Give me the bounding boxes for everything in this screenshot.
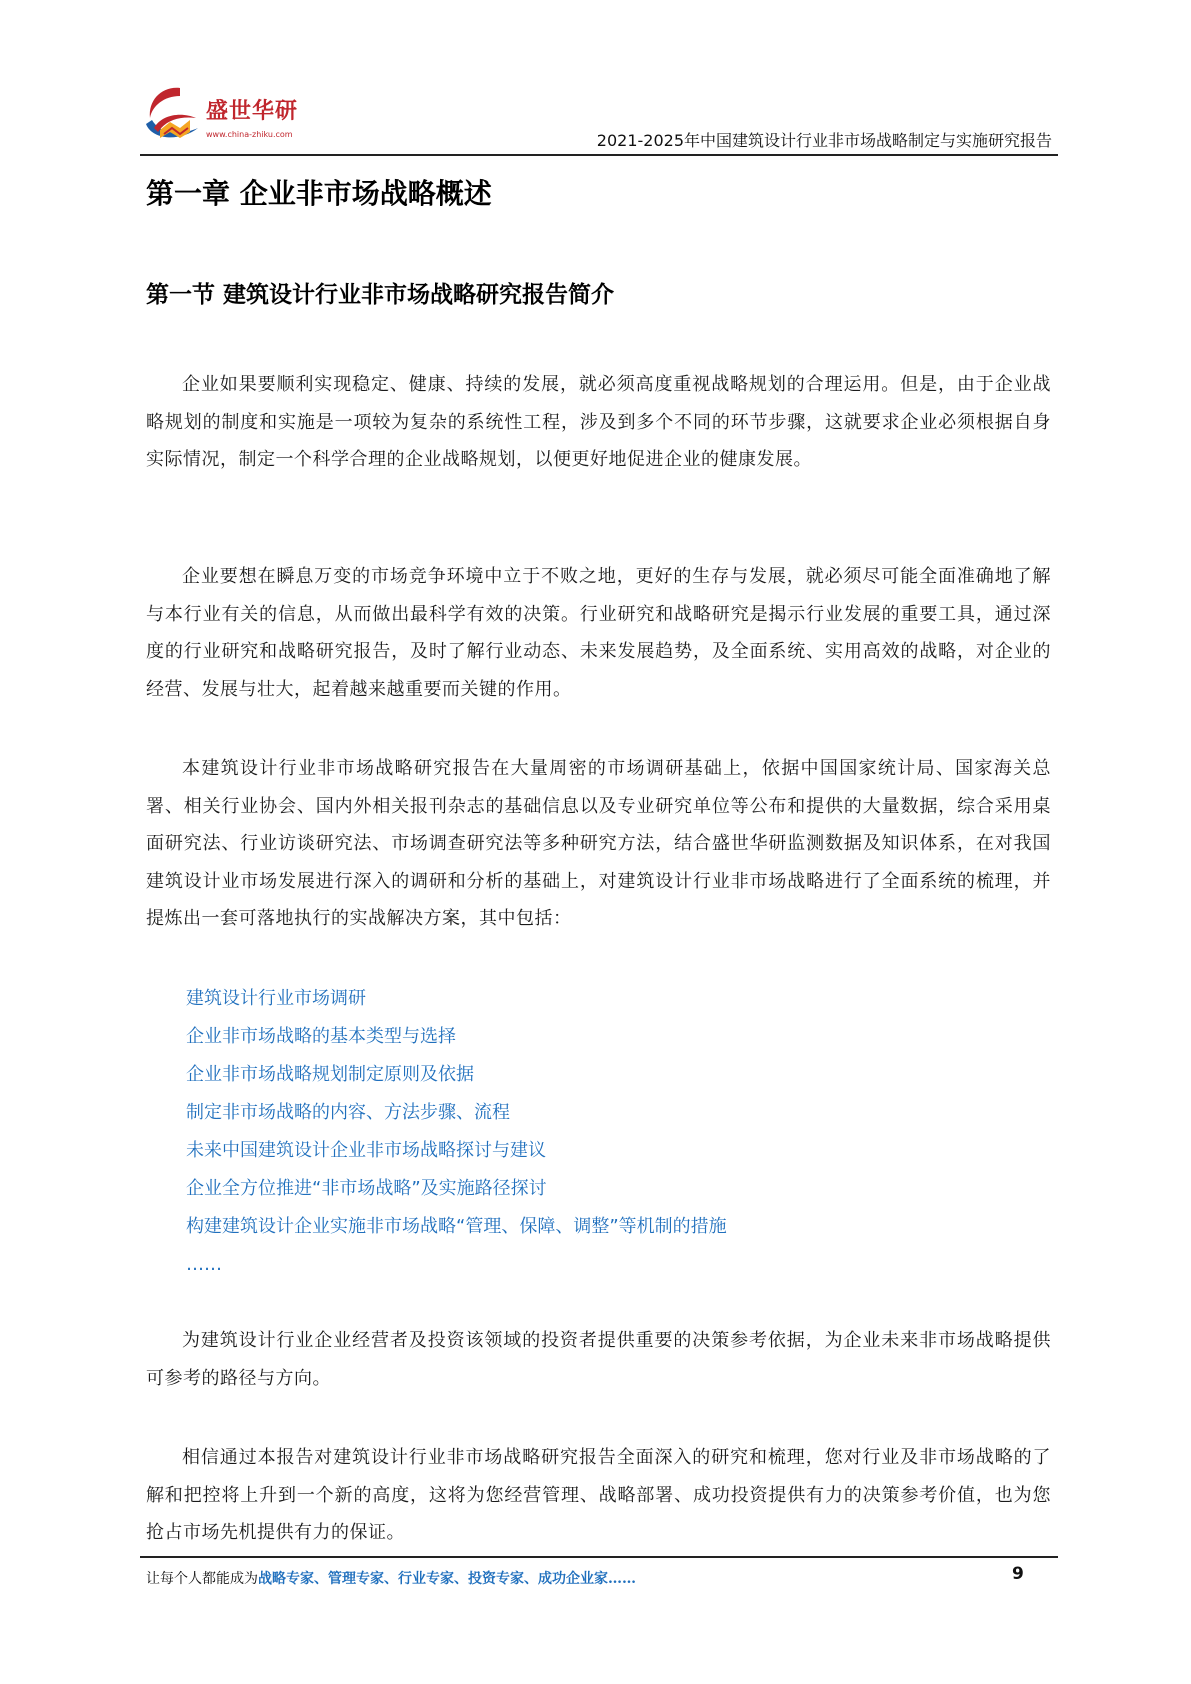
company-logo <box>140 84 320 150</box>
paragraph: 为建筑设计行业企业经营者及投资该领域的投资者提供重要的决策参考依据，为企业未来非市场战略提供可参考的路径与方向。 <box>146 1330 1051 1389</box>
list-item: 企业非市场战略规划制定原则及依据 <box>186 1064 474 1085</box>
logo-url: www.china-zhiku.com <box>206 130 293 139</box>
page-number: 9 <box>1012 1564 1024 1584</box>
footer-divider <box>140 1556 1058 1558</box>
list-item: 未来中国建筑设计企业非市场战略探讨与建议 <box>186 1140 546 1161</box>
list-item: 构建建筑设计企业实施非市场战略“管理、保障、调整”等机制的措施 <box>186 1216 727 1237</box>
report-title: 2021-2025年中国建筑设计行业非市场战略制定与实施研究报告 <box>596 131 1052 150</box>
list-item: …… <box>186 1254 222 1275</box>
list-item: 建筑设计行业市场调研 <box>186 988 366 1009</box>
paragraph: 本建筑设计行业非市场战略研究报告在大量周密的市场调研基础上，依据中国国家统计局、国家海关总署、相关行业协会、国内外相关报刊杂志的基础信息以及专业研究单位等公布和提供的大量数据，综合采用桌面研究法、行业访谈研究法、市场调查研究法等多种研究方法，结合盛世华研监测数据及知识体系，在对我国建筑设计业市场发展进行深入的调研和分析的基础上，对建筑设计行业非市场战略进行了全面系统的梳理，并提炼出一套可落地执行的实战解决方案，其中包括： <box>146 758 1051 929</box>
list-item: 制定非市场战略的内容、方法步骤、流程 <box>186 1102 510 1123</box>
header-divider <box>140 154 1058 156</box>
page-header <box>140 84 1058 156</box>
list-item: 企业非市场战略的基本类型与选择 <box>186 1026 456 1047</box>
section-title: 第一节 建筑设计行业非市场战略研究报告简介 <box>146 282 615 308</box>
chapter-title: 第一章 企业非市场战略概述 <box>146 177 492 210</box>
list-item: 企业全方位推进“非市场战略”及实施路径探讨 <box>186 1178 547 1199</box>
logo-emblem-icon <box>140 84 206 146</box>
slogan-prefix: 让每个人都能成为 <box>146 1571 258 1587</box>
footer-slogan <box>146 1568 636 1588</box>
paragraph: 相信通过本报告对建筑设计行业非市场战略研究报告全面深入的研究和梳理，您对行业及非市场战略的了解和把控将上升到一个新的高度，这将为您经营管理、战略部署、成功投资提供有力的决策参考价值，也为您抢占市场先机提供有力的保证。 <box>146 1447 1051 1543</box>
logo-text: 盛世华研 <box>206 99 299 124</box>
slogan-highlight: 战略专家、管理专家、行业专家、投资专家、成功企业家…… <box>258 1571 636 1587</box>
paragraph: 企业要想在瞬息万变的市场竞争环境中立于不败之地，更好的生存与发展，就必须尽可能全面准确地了解与本行业有关的信息，从而做出最科学有效的决策。行业研究和战略研究是揭示行业发展的重要工具，通过深度的行业研究和战略研究报告，及时了解行业动态、未来发展趋势，及全面系统、实用高效的战略，对企业的经营、发展与壮大，起着越来越重要而关键的作用。 <box>146 566 1051 700</box>
contents-list <box>186 980 727 1284</box>
paragraph: 企业如果要顺利实现稳定、健康、持续的发展，就必须高度重视战略规划的合理运用。但是，由于企业战略规划的制度和实施是一项较为复杂的系统性工程，涉及到多个不同的环节步骤，这就要求企业必须根据自身实际情况，制定一个科学合理的企业战略规划，以便更好地促进企业的健康发展。 <box>146 374 1051 470</box>
